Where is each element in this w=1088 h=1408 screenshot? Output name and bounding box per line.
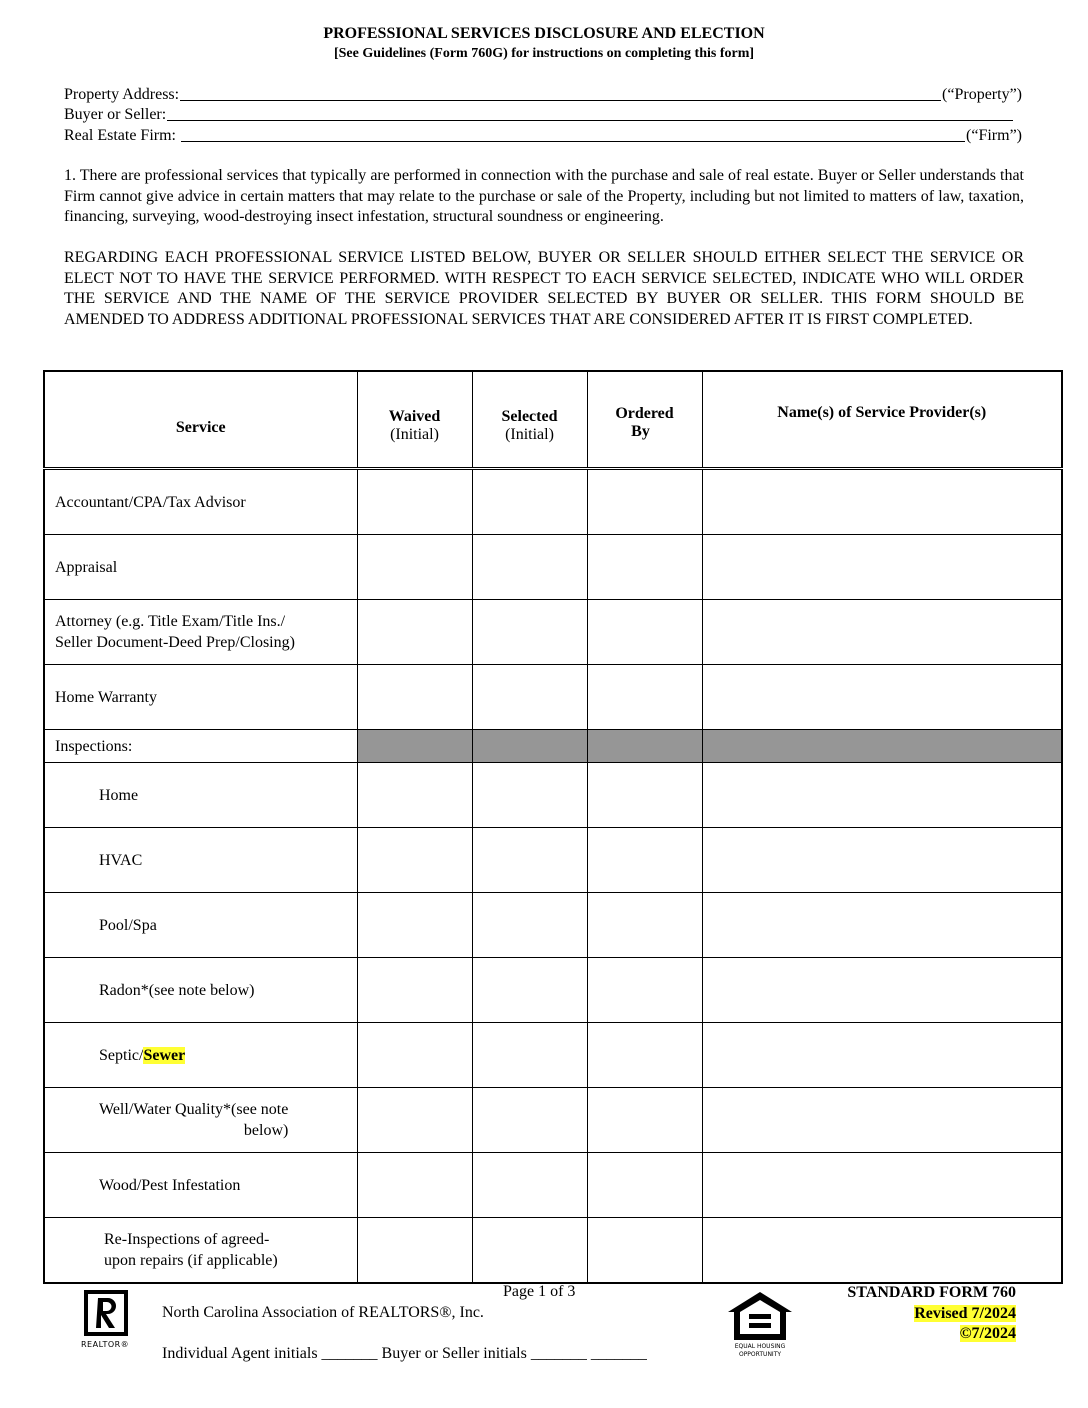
table-row	[44, 958, 1062, 1023]
form-number: STANDARD FORM 760	[847, 1284, 1016, 1301]
waived-cell[interactable]	[357, 535, 472, 600]
selected-cell[interactable]	[472, 828, 587, 893]
service-attorney-line1: Attorney (e.g. Title Exam/Title Ins./	[55, 613, 286, 630]
table-row	[44, 893, 1062, 958]
waived-cell[interactable]	[357, 1153, 472, 1218]
service-appraisal: Appraisal	[44, 535, 357, 600]
table-row	[44, 1218, 1062, 1284]
firm-suffix: (“Firm”)	[966, 127, 1022, 144]
provider-cell[interactable]	[702, 1218, 1062, 1284]
real-estate-firm-line	[64, 125, 1022, 145]
ordered-by-cell[interactable]	[587, 535, 702, 600]
service-attorney-line2: Seller Document-Deed Prep/Closing)	[55, 634, 295, 651]
ordered-by-cell[interactable]	[587, 469, 702, 535]
waived-cell[interactable]	[357, 958, 472, 1023]
table-row	[44, 1153, 1062, 1218]
table-row	[44, 535, 1062, 600]
ordered-by-cell[interactable]	[587, 763, 702, 828]
svg-text:OPPORTUNITY: OPPORTUNITY	[738, 1351, 782, 1358]
table-row	[44, 1023, 1062, 1088]
service-home-inspection: Home	[44, 763, 357, 828]
service-wood-pest: Wood/Pest Infestation	[44, 1153, 357, 1218]
header-providers	[702, 371, 1062, 469]
table-row-inspections	[44, 730, 1062, 763]
provider-cell[interactable]	[702, 893, 1062, 958]
provider-cell[interactable]	[702, 1023, 1062, 1088]
selected-cell[interactable]	[472, 600, 587, 665]
header-providers-label: Name(s) of Service Provider(s)	[777, 404, 987, 421]
selected-cell[interactable]	[472, 1218, 587, 1284]
page-number: Page 1 of 3	[503, 1283, 576, 1300]
header-selected-sub: (Initial)	[505, 425, 554, 443]
property-address-field[interactable]	[180, 86, 941, 101]
selected-cell[interactable]	[472, 1153, 587, 1218]
provider-cell[interactable]	[702, 1088, 1062, 1153]
table-row	[44, 1088, 1062, 1153]
buyer-seller-line	[64, 104, 1014, 124]
waived-cell[interactable]	[357, 600, 472, 665]
shaded-cell	[357, 730, 472, 763]
provider-cell[interactable]	[702, 1153, 1062, 1218]
ordered-by-cell[interactable]	[587, 893, 702, 958]
svg-text:REALTOR®: REALTOR®	[81, 1340, 130, 1348]
ordered-by-cell[interactable]	[587, 1153, 702, 1218]
svg-text:EQUAL HOUSING: EQUAL HOUSING	[734, 1343, 786, 1350]
selected-cell[interactable]	[472, 958, 587, 1023]
service-inspections: Inspections:	[44, 730, 357, 763]
header-selected	[472, 371, 587, 469]
service-radon: Radon*(see note below)	[44, 958, 357, 1023]
buyer-seller-field[interactable]	[167, 106, 1013, 121]
service-well-water-text	[99, 1099, 288, 1141]
service-accountant: Accountant/CPA/Tax Advisor	[44, 469, 357, 535]
provider-cell[interactable]	[702, 469, 1062, 535]
waived-cell[interactable]	[357, 1023, 472, 1088]
property-address-label: Property Address:	[64, 86, 180, 103]
ordered-by-cell[interactable]	[587, 665, 702, 730]
provider-cell[interactable]	[702, 828, 1062, 893]
header-waived	[357, 371, 472, 469]
provider-cell[interactable]	[702, 958, 1062, 1023]
provider-cell[interactable]	[702, 665, 1062, 730]
selected-cell[interactable]	[472, 1088, 587, 1153]
service-reinsp-line1: Re-Inspections of agreed-	[104, 1231, 270, 1248]
header-waived-label: Waived	[388, 407, 441, 425]
form-subtitle: [See Guidelines (Form 760G) for instructions on completing this form]	[333, 46, 755, 61]
waived-cell[interactable]	[357, 1088, 472, 1153]
ordered-by-cell[interactable]	[587, 1088, 702, 1153]
service-septic-sewer	[44, 1023, 357, 1088]
buyer-seller-label: Buyer or Seller:	[64, 106, 167, 123]
ordered-by-cell[interactable]	[587, 828, 702, 893]
header-waived-sub: (Initial)	[390, 425, 439, 443]
shaded-cell	[472, 730, 587, 763]
service-reinspections	[44, 1218, 357, 1284]
association-name: North Carolina Association of REALTORS®, Inc.	[162, 1304, 484, 1321]
header-ordered-sub: By	[631, 422, 650, 440]
waived-cell[interactable]	[357, 828, 472, 893]
ordered-by-cell[interactable]	[587, 958, 702, 1023]
ordered-by-cell[interactable]	[587, 1023, 702, 1088]
real-estate-firm-field[interactable]	[181, 127, 965, 142]
services-table	[43, 370, 1063, 1284]
waived-cell[interactable]	[357, 665, 472, 730]
property-suffix: (“Property”)	[942, 86, 1022, 103]
waived-cell[interactable]	[357, 1218, 472, 1284]
header-ordered-label: Ordered	[615, 404, 674, 422]
property-address-line	[64, 84, 1022, 104]
table-row	[44, 600, 1062, 665]
selected-cell[interactable]	[472, 1023, 587, 1088]
table-row	[44, 469, 1062, 535]
header-ordered	[587, 371, 702, 469]
service-home-warranty: Home Warranty	[44, 665, 357, 730]
service-pool-spa: Pool/Spa	[44, 893, 357, 958]
table-row	[44, 763, 1062, 828]
service-well-line1: Well/Water Quality*(see note	[99, 1101, 289, 1118]
shaded-cell	[587, 730, 702, 763]
form-identifier	[780, 1283, 1016, 1345]
service-hvac: HVAC	[44, 828, 357, 893]
initials-line: Individual Agent initials _______ Buyer or Seller initials _______ _______	[162, 1345, 647, 1362]
revised-date: Revised 7/2024	[914, 1304, 1016, 1322]
waived-cell[interactable]	[357, 763, 472, 828]
equal-housing-opportunity-icon	[725, 1290, 795, 1358]
service-well-water	[44, 1088, 357, 1153]
paragraph-1: 1. There are professional services that typically are performed in connection with the purchase and sale of real estate. Buyer or Seller understands that Firm cannot give advice in certain matters that may relate to the purchase or sale of the Property, including but not limited to matters of law, taxation, financing, surveying, wood-destroying insect infestation, structural soundness or engineering.	[64, 167, 1024, 225]
service-well-line2: below)	[243, 1122, 289, 1139]
table-row	[44, 828, 1062, 893]
waived-cell[interactable]	[357, 469, 472, 535]
selected-cell[interactable]	[472, 763, 587, 828]
copyright-date: ©7/2024	[959, 1325, 1016, 1342]
selected-cell[interactable]	[472, 893, 587, 958]
service-reinsp-line2: upon repairs (if applicable)	[104, 1252, 278, 1269]
provider-cell[interactable]	[702, 535, 1062, 600]
table-header-row	[44, 371, 1062, 469]
realtor-logo-icon	[81, 1290, 131, 1348]
paragraph-2: REGARDING EACH PROFESSIONAL SERVICE LISTED BELOW, BUYER OR SELLER SHOULD EITHER SELECT THE SERVICE OR ELECT NOT TO HAVE THE SERVICE PERFORMED. WITH RESPECT TO EACH SERVICE SELECTED, INDICATE WHO WILL ORDER THE SERVICE AND THE NAME OF THE SERVICE PROVIDER SELECTED BY BUYER OR SELLER. THIS FORM SHOULD BE AMENDED TO ADDRESS ADDITIONAL PROFESSIONAL SERVICES THAT ARE CONSIDERED AFTER IT IS FIRST COMPLETED.	[64, 249, 1024, 328]
form-title: PROFESSIONAL SERVICES DISCLOSURE AND ELECTION	[323, 25, 765, 42]
shaded-cell	[702, 730, 1062, 763]
selected-cell[interactable]	[472, 665, 587, 730]
header-selected-label: Selected	[501, 407, 558, 425]
provider-cell[interactable]	[702, 600, 1062, 665]
ordered-by-cell[interactable]	[587, 600, 702, 665]
ordered-by-cell[interactable]	[587, 1218, 702, 1284]
selected-cell[interactable]	[472, 469, 587, 535]
service-attorney	[44, 600, 357, 665]
selected-cell[interactable]	[472, 535, 587, 600]
waived-cell[interactable]	[357, 893, 472, 958]
table-row	[44, 665, 1062, 730]
real-estate-firm-label: Real Estate Firm:	[64, 127, 176, 144]
service-sewer-highlight: Sewer	[143, 1046, 186, 1064]
provider-cell[interactable]	[702, 763, 1062, 828]
header-service: Service	[44, 371, 357, 469]
service-septic-label: Septic/	[99, 1046, 144, 1064]
